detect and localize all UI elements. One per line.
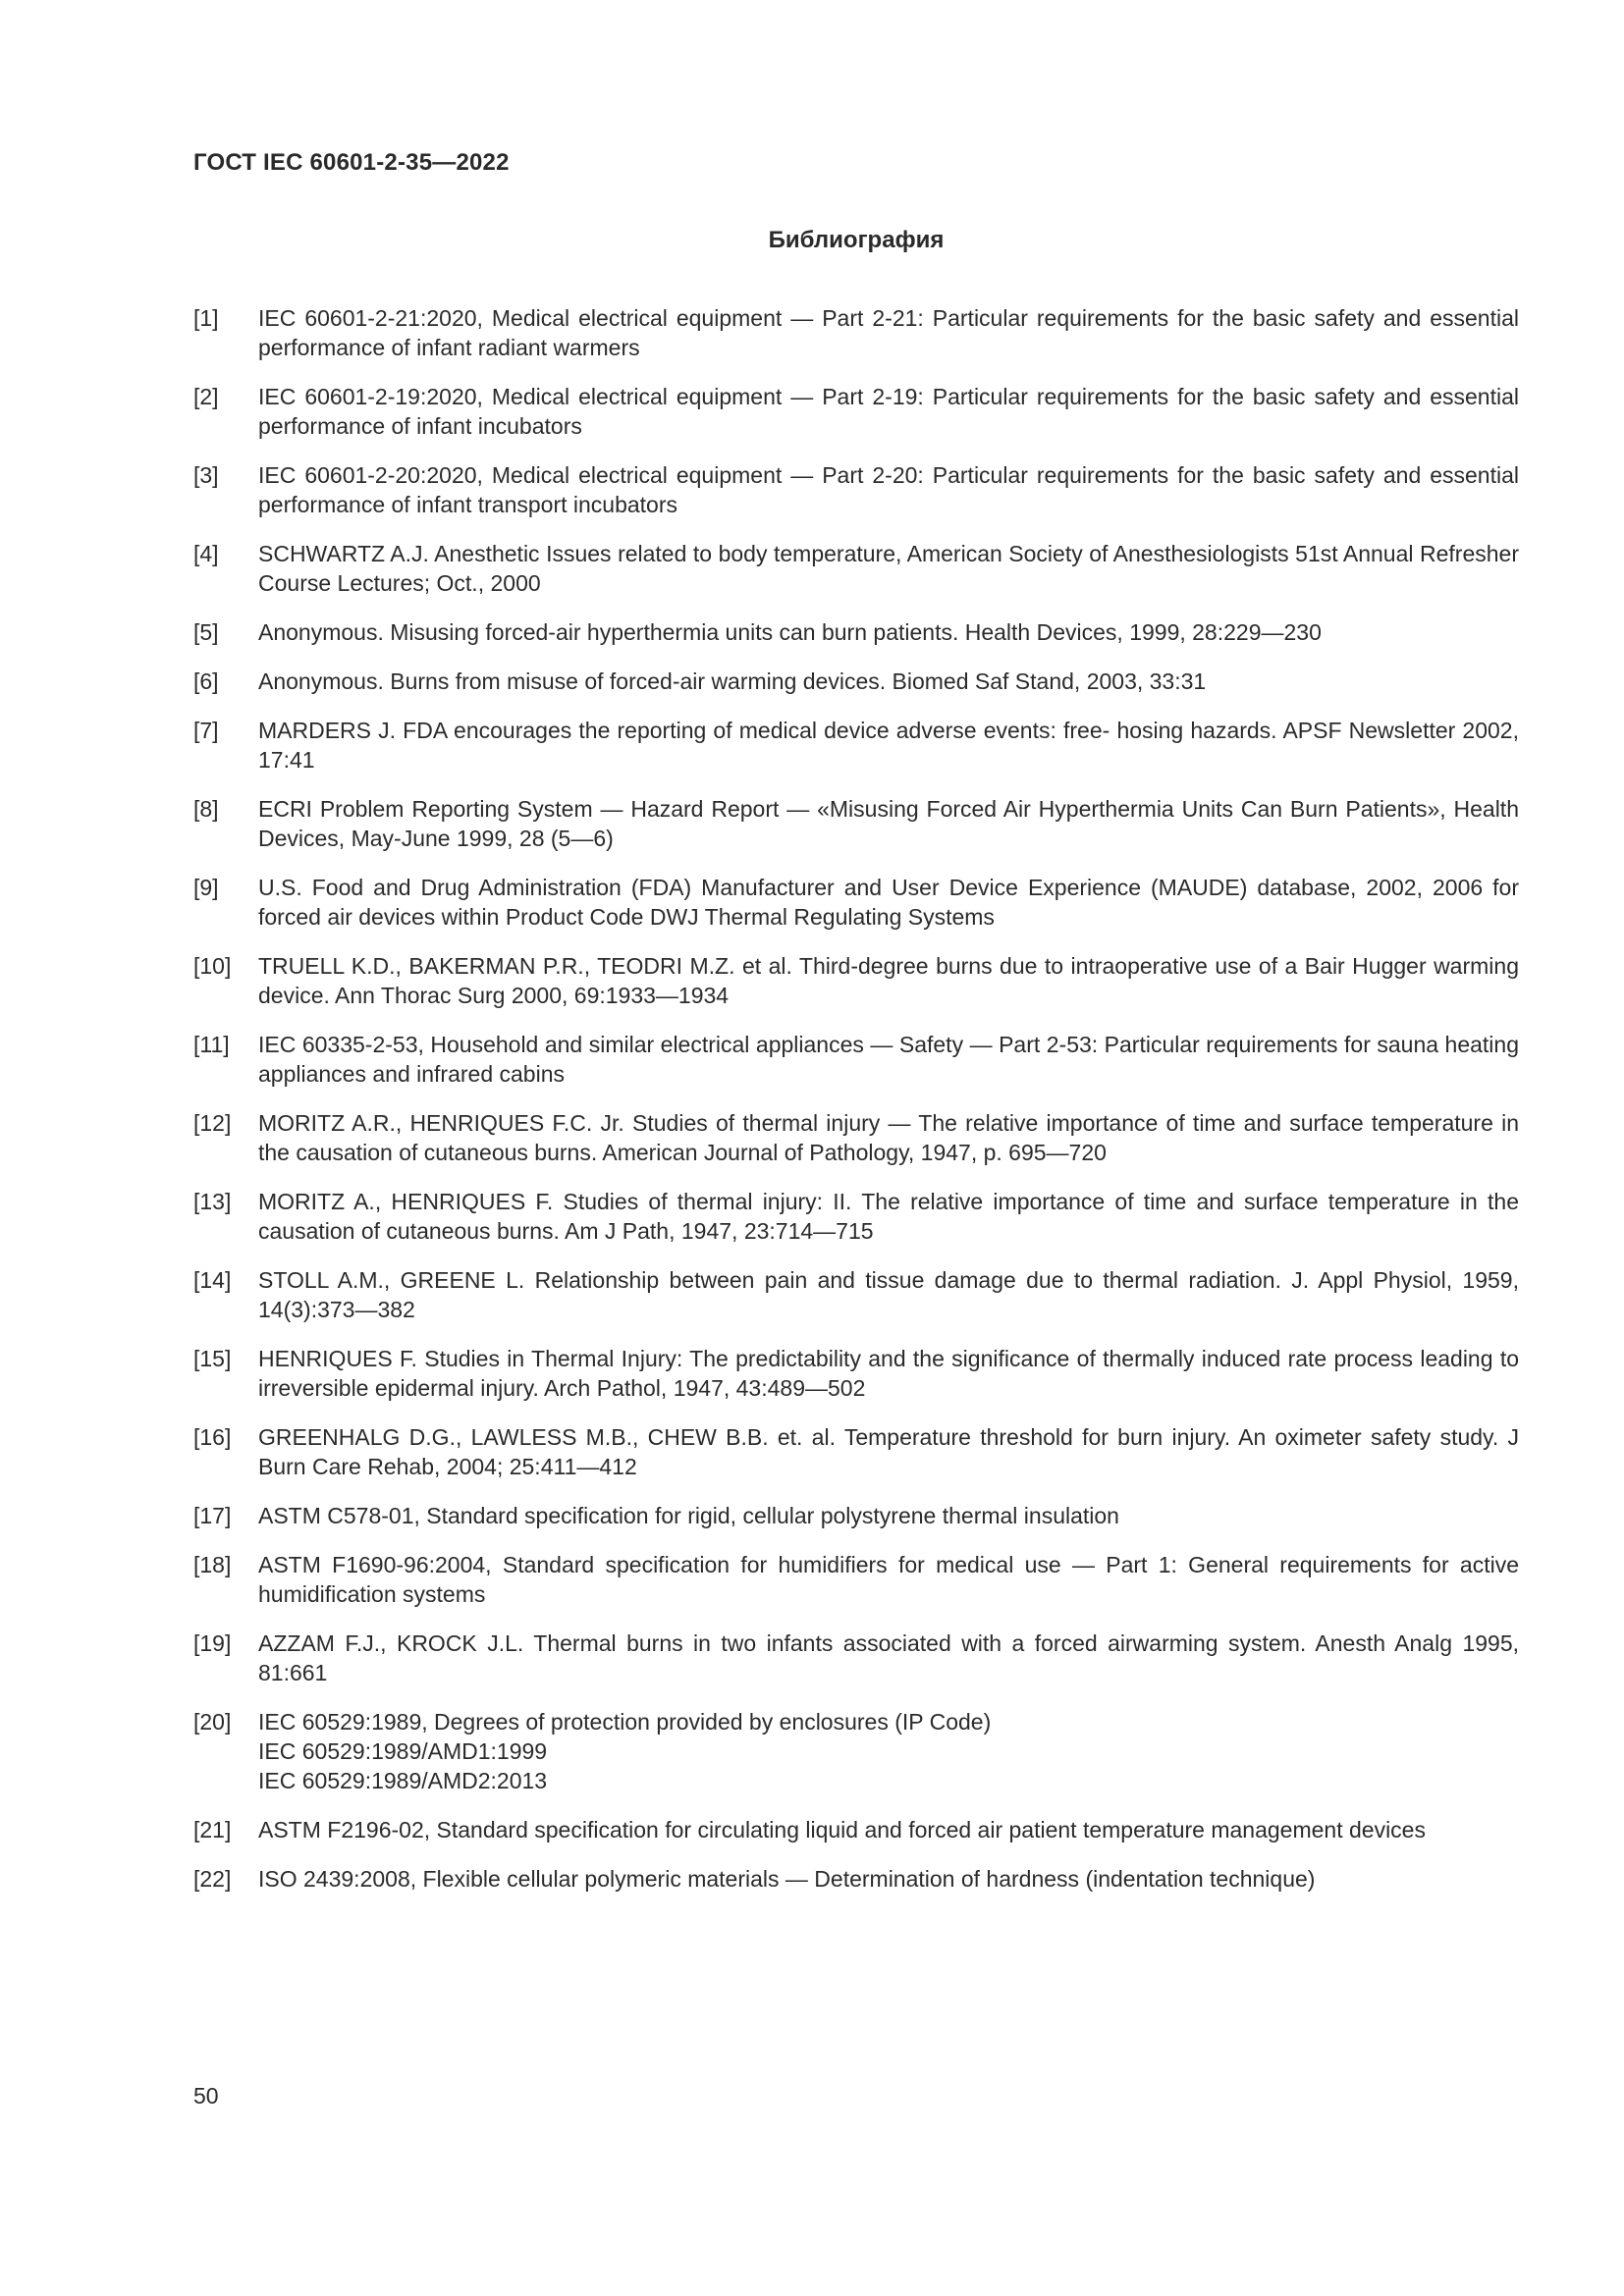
bibliography-entry <box>193 1550 1519 1609</box>
bibliography-entry-number: [12] <box>193 1110 232 1136</box>
bibliography-entry-number: [13] <box>193 1189 232 1214</box>
bibliography-entry-text: ECRI Problem Reporting System — Hazard Report — «Misusing Forced Air Hyperthermia Units Can Burn Patients», Health Devices, May-June 1999, 28 (5—6) <box>258 796 1519 851</box>
bibliography-entry <box>193 1707 1519 1795</box>
bibliography-entry-text: ISO 2439:2008, Flexible cellular polymeric materials — Determination of hardness (indentation technique) <box>258 1866 1316 1892</box>
bibliography-entry-text: Anonymous. Misusing forced-air hyperthermia units can burn patients. Health Devices, 1999, 28:229—230 <box>258 619 1322 645</box>
bibliography-entry-number: [8] <box>193 796 219 822</box>
bibliography-entry-number: [9] <box>193 875 219 900</box>
bibliography-entry <box>193 951 1519 1010</box>
document-code-header: ГОСТ IEC 60601-2-35—2022 <box>193 149 510 176</box>
bibliography-entry-number: [14] <box>193 1267 232 1293</box>
bibliography-entry-number: [4] <box>193 541 219 566</box>
bibliography-entry-text: MORITZ A.R., HENRIQUES F.C. Jr. Studies of thermal injury — The relative importance of time and surface temperature in the causation of cutaneous burns. American Journal of Pathology, 1947, p. 695—720 <box>258 1110 1519 1165</box>
bibliography-entry-number: [10] <box>193 953 232 979</box>
bibliography-entry <box>193 667 1519 696</box>
bibliography-entry-text: ASTM C578-01, Standard specification for rigid, cellular polystyrene thermal insulation <box>258 1503 1119 1528</box>
bibliography-entry <box>193 794 1519 853</box>
bibliography-entry-number: [22] <box>193 1866 232 1892</box>
bibliography-entry <box>193 873 1519 932</box>
bibliography-entry-line: IEC 60529:1989, Degrees of protection provided by enclosures (IP Code) <box>258 1709 992 1735</box>
bibliography-entry <box>193 1422 1519 1481</box>
bibliography-entry <box>193 1815 1519 1844</box>
bibliography-entry-text: Anonymous. Burns from misuse of forced-air warming devices. Biomed Saf Stand, 2003, 33:31 <box>258 668 1207 694</box>
bibliography-entry-text: AZZAM F.J., KROCK J.L. Thermal burns in two infants associated with a forced airwarming system. Anesth Analg 1995, 81:661 <box>258 1630 1519 1685</box>
bibliography-entry-line: IEC 60529:1989/AMD2:2013 <box>258 1768 548 1793</box>
bibliography-entry-text: IEC 60601-2-21:2020, Medical electrical equipment — Part 2-21: Particular requirements for the basic safety and essential performance of infant radiant warmers <box>258 305 1519 360</box>
bibliography-entry <box>193 382 1519 441</box>
bibliography-entry-number: [2] <box>193 384 219 409</box>
bibliography-entry-text: U.S. Food and Drug Administration (FDA) Manufacturer and User Device Experience (MAUDE) database, 2002, 2006 for forced air devices within Product Code DWJ Thermal Regulating Systems <box>258 875 1519 930</box>
bibliography-entry <box>193 539 1519 598</box>
bibliography-entry-text: IEC 60335-2-53, Household and similar electrical appliances — Safety — Part 2-53: Particular requirements for sauna heating appliances and infrared cabins <box>258 1032 1519 1087</box>
bibliography-entry-number: [17] <box>193 1503 232 1528</box>
bibliography-entry-text: ASTM F1690-96:2004, Standard specification for humidifiers for medical use — Part 1: General requirements for active humidification systems <box>258 1552 1519 1607</box>
bibliography-entry-number: [21] <box>193 1817 232 1842</box>
bibliography-entry-number: [7] <box>193 718 219 743</box>
bibliography-entry-text <box>258 1707 1519 1795</box>
bibliography-entry-text: MORITZ A., HENRIQUES F. Studies of thermal injury: II. The relative importance of time and surface temperature in the causation of cutaneous burns. Am J Path, 1947, 23:714—715 <box>258 1189 1519 1244</box>
bibliography-entry-text: IEC 60601-2-19:2020, Medical electrical equipment — Part 2-19: Particular requirements for the basic safety and essential performance of infant incubators <box>258 384 1519 439</box>
bibliography-entry-text: HENRIQUES F. Studies in Thermal Injury: The predictability and the significance of thermally induced rate process leading to irreversible epidermal injury. Arch Pathol, 1947, 43:489—502 <box>258 1346 1519 1401</box>
bibliography-entry <box>193 1187 1519 1246</box>
section-title: Библиография <box>768 227 945 253</box>
bibliography-entry-number: [1] <box>193 305 219 331</box>
bibliography-entry-number: [16] <box>193 1424 232 1450</box>
bibliography-entry <box>193 1629 1519 1687</box>
bibliography-entry-number: [18] <box>193 1552 232 1577</box>
bibliography-entry-number: [19] <box>193 1630 232 1656</box>
bibliography-entry-number: [5] <box>193 619 219 645</box>
bibliography-entry-number: [15] <box>193 1346 232 1371</box>
bibliography-entry <box>193 1864 1519 1894</box>
bibliography-entry <box>193 1501 1519 1530</box>
bibliography-list <box>193 303 1519 1913</box>
bibliography-entry-number: [6] <box>193 668 219 694</box>
bibliography-entry <box>193 1030 1519 1089</box>
bibliography-entry <box>193 303 1519 362</box>
bibliography-entry-text: MARDERS J. FDA encourages the reporting of medical device adverse events: free- hosing hazards. APSF Newsletter 2002, 17:41 <box>258 718 1519 773</box>
bibliography-entry <box>193 1108 1519 1167</box>
bibliography-entry-text: STOLL A.M., GREENE L. Relationship between pain and tissue damage due to thermal radiation. J. Appl Physiol, 1959, 14(3):373—382 <box>258 1267 1519 1322</box>
page-number: 50 <box>193 2083 219 2109</box>
bibliography-entry <box>193 1265 1519 1324</box>
bibliography-entry <box>193 1344 1519 1403</box>
bibliography-entry-number: [11] <box>193 1032 230 1057</box>
bibliography-entry <box>193 716 1519 774</box>
bibliography-entry-text: TRUELL K.D., BAKERMAN P.R., TEODRI M.Z. et al. Third-degree burns due to intraoperative use of a Bair Hugger warming device. Ann Thorac Surg 2000, 69:1933—1934 <box>258 953 1519 1008</box>
bibliography-entry-text: SCHWARTZ A.J. Anesthetic Issues related to body temperature, American Society of Anesthesiologists 51st Annual Refresher Course Lectures; Oct., 2000 <box>258 541 1519 596</box>
bibliography-entry <box>193 617 1519 647</box>
bibliography-entry-line: IEC 60529:1989/AMD1:1999 <box>258 1738 548 1764</box>
bibliography-entry <box>193 460 1519 519</box>
bibliography-entry-text: IEC 60601-2-20:2020, Medical electrical equipment — Part 2-20: Particular requirements for the basic safety and essential performance of infant transport incubators <box>258 462 1519 517</box>
bibliography-entry-number: [20] <box>193 1709 232 1735</box>
bibliography-entry-number: [3] <box>193 462 219 488</box>
bibliography-entry-text: ASTM F2196-02, Standard specification for circulating liquid and forced air patient temperature management devices <box>258 1817 1426 1842</box>
bibliography-entry-text: GREENHALG D.G., LAWLESS M.B., CHEW B.B. et. al. Temperature threshold for burn injury. An oximeter safety study. J Burn Care Rehab, 2004; 25:411—412 <box>258 1424 1519 1479</box>
